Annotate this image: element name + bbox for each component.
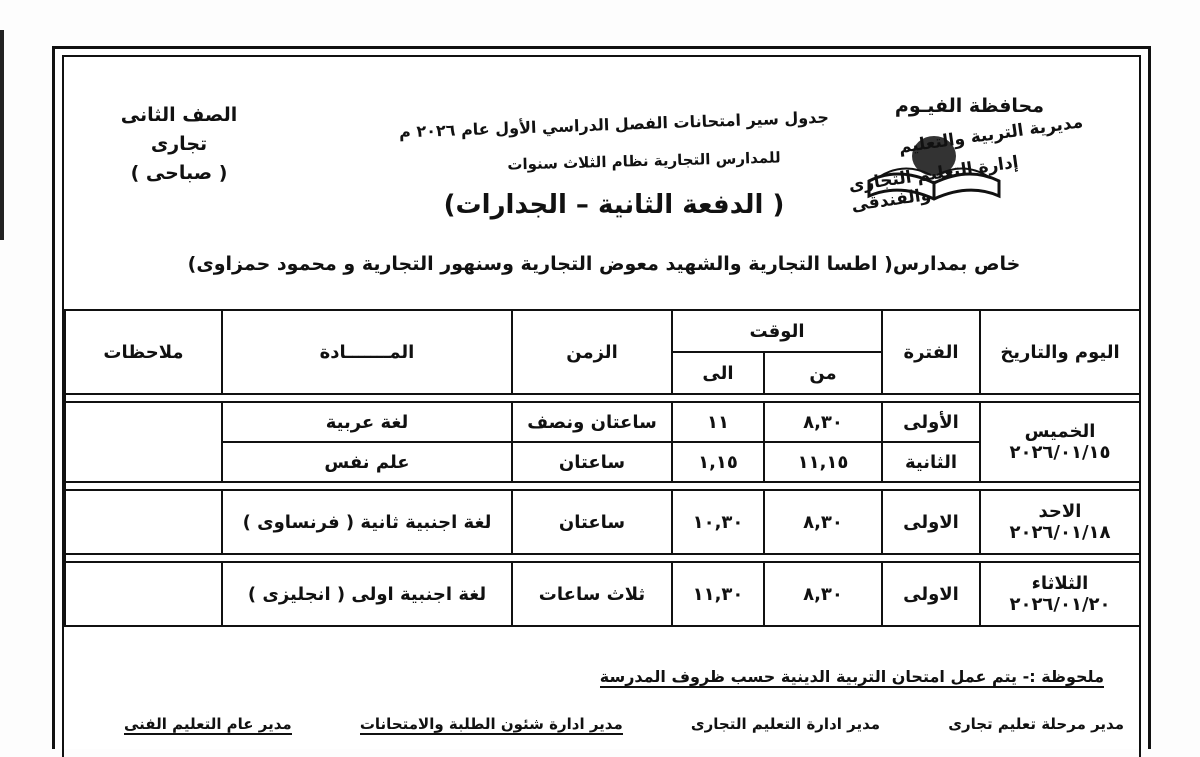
scan-edge xyxy=(0,30,4,240)
from-cell: ٨,٣٠ xyxy=(764,562,882,626)
to-cell: ١١,٣٠ xyxy=(672,562,764,626)
table-row xyxy=(65,490,1140,554)
signature-commercial-manager: مدير ادارة التعليم التجارى xyxy=(690,715,881,733)
grade-block xyxy=(104,101,254,188)
header-notes: ملاحظات xyxy=(65,310,222,394)
governorate-label: محافظة الفيـوم xyxy=(894,95,1044,117)
day-cell xyxy=(980,490,1140,554)
signature-exams-manager xyxy=(360,715,623,733)
header-subject: المـــــــادة xyxy=(222,310,512,394)
subject-cell: لغة اجنبية اولى ( انجليزى ) xyxy=(222,562,512,626)
schools-line: خاص بمدارس( اطسا التجارية والشهيد معوض التجارية وسنهور التجارية و محمود حمزاوى) xyxy=(187,253,1021,275)
administration-label: إدارة التعليم التجارى والفندقى xyxy=(847,152,1020,216)
grade-track: تجارى xyxy=(150,133,208,155)
batch-title: (الدفعة الثانية – الجدارات ) xyxy=(443,190,785,220)
notes-cell xyxy=(65,402,222,482)
from-cell: ٨,٣٠ xyxy=(764,402,882,442)
signature-exams-label: مدير ادارة شئون الطلبة والامتحانات xyxy=(359,715,623,733)
table-row xyxy=(65,402,1140,442)
day-name: الاحد xyxy=(1038,501,1082,522)
grade-shift: ( صباحى ) xyxy=(130,162,228,184)
day-cell xyxy=(980,402,1140,482)
signature-stage-manager: مدير مرحلة تعليم تجارى xyxy=(948,715,1124,733)
from-cell: ١١,١٥ xyxy=(764,442,882,482)
exam-date: ٢٠٢٦/٠١/١٥ xyxy=(1009,442,1111,463)
period-cell: الأولى xyxy=(882,402,980,442)
table-row xyxy=(65,442,1140,482)
subject-cell: لغة اجنبية ثانية ( فرنساوى ) xyxy=(222,490,512,554)
duration-cell: ساعتان xyxy=(512,442,672,482)
day-name: الثلاثاء xyxy=(1031,573,1089,594)
to-cell: ١٠,٣٠ xyxy=(672,490,764,554)
from-cell: ٨,٣٠ xyxy=(764,490,882,554)
religion-exam-note xyxy=(584,667,1104,686)
header-from: من xyxy=(764,352,882,394)
header-day-date: اليوم والتاريخ xyxy=(980,310,1140,394)
duration-cell: ثلاث ساعات xyxy=(512,562,672,626)
header-to: الى xyxy=(672,352,764,394)
exam-date: ٢٠٢٦/٠١/٢٠ xyxy=(1009,594,1111,615)
table-row xyxy=(65,562,1140,626)
to-cell: ١,١٥ xyxy=(672,442,764,482)
directorate-logo xyxy=(849,71,1099,241)
header-time: الوقت xyxy=(672,310,882,352)
notes-cell xyxy=(65,562,222,626)
day-name: الخميس xyxy=(1024,421,1096,442)
note-text: ملحوظة :- يتم عمل امتحان التربية الدينية حسب ظروف المدرسة xyxy=(599,667,1104,686)
document-frame xyxy=(62,55,1141,757)
header-period: الفترة xyxy=(882,310,980,394)
directorate-label: مديرية التربية والتعليم xyxy=(897,112,1085,158)
period-cell: الاولى xyxy=(882,490,980,554)
schedule-title: جدول سير امتحانات الفصل الدراسي الأول عام ٢٠٢٦ م xyxy=(398,107,830,142)
document-sheet xyxy=(52,46,1151,749)
subject-cell: علم نفس xyxy=(222,442,512,482)
signatures-row xyxy=(124,715,1124,733)
notes-cell xyxy=(65,490,222,554)
duration-cell: ساعتان ونصف xyxy=(512,402,672,442)
signature-general-manager xyxy=(124,715,292,733)
exam-date: ٢٠٢٦/٠١/١٨ xyxy=(1009,522,1111,543)
period-cell: الثانية xyxy=(882,442,980,482)
day-cell xyxy=(980,562,1140,626)
period-cell: الاولى xyxy=(882,562,980,626)
subject-cell: لغة عربية xyxy=(222,402,512,442)
duration-cell: ساعتان xyxy=(512,490,672,554)
exam-schedule-table xyxy=(64,309,1141,627)
header-duration: الزمن xyxy=(512,310,672,394)
schedule-subtitle: للمدارس التجارية نظام الثلاث سنوات xyxy=(507,148,781,174)
to-cell: ١١ xyxy=(672,402,764,442)
grade-level: الصف الثانى xyxy=(120,104,238,126)
signature-general-label: مدير عام التعليم الفنى xyxy=(124,715,292,733)
